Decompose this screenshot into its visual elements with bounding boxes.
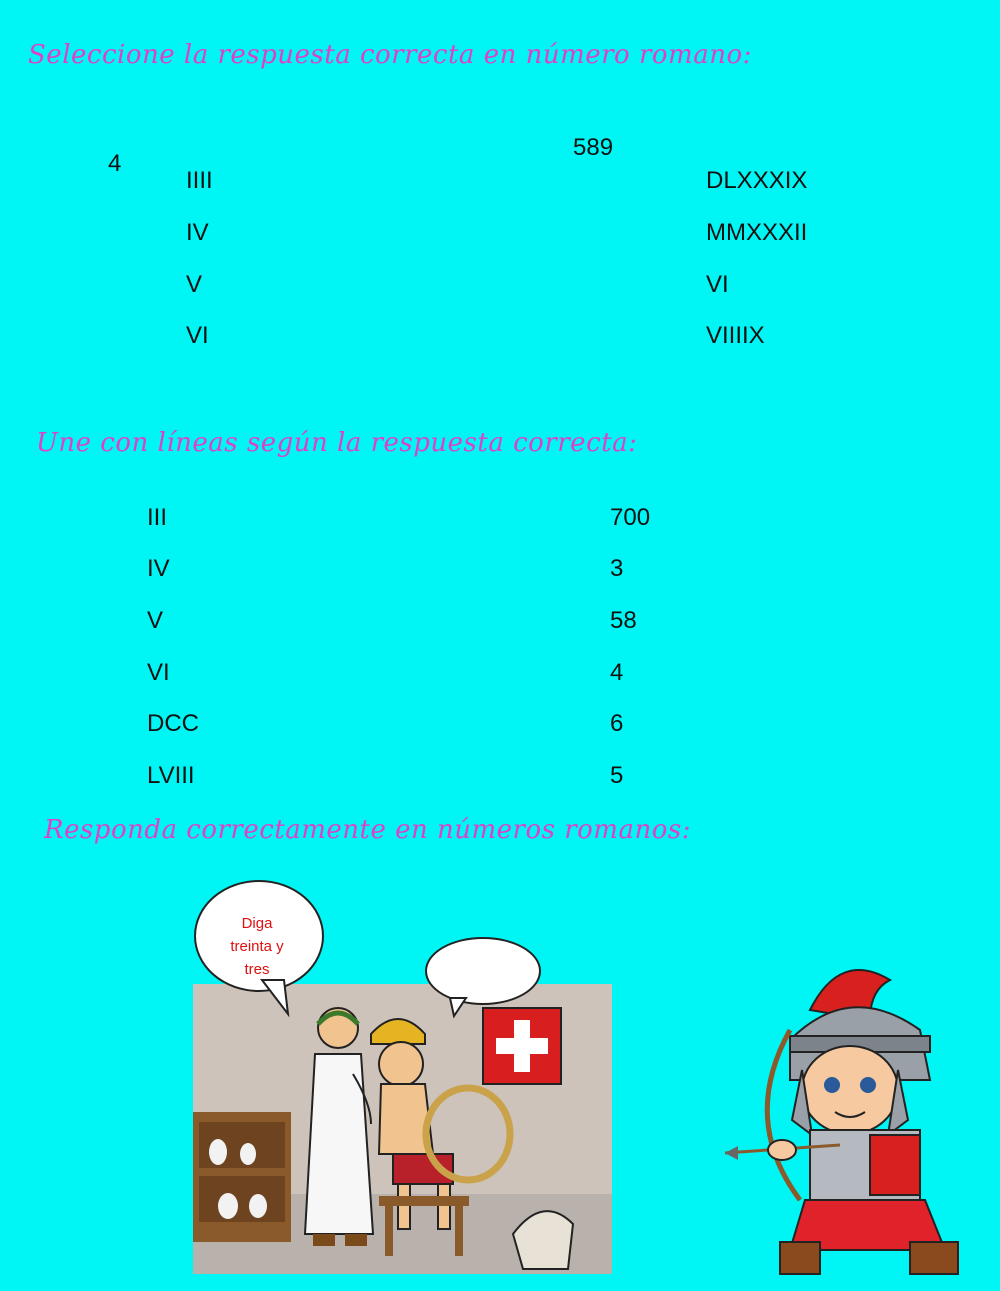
question1-option[interactable]: VI <box>186 322 209 349</box>
doctor-speech-line: treinta y <box>230 938 284 955</box>
match-right-item[interactable]: 4 <box>610 659 624 686</box>
roman-archer-soldier <box>720 950 980 1285</box>
question1-option[interactable]: V <box>186 271 203 298</box>
match-left-item[interactable]: LVIII <box>147 762 195 789</box>
question2-option[interactable]: VIIIIX <box>706 322 765 349</box>
section2-heading: Une con líneas según la respuesta correcta: <box>36 428 638 458</box>
patient-speech-tail <box>448 996 478 1020</box>
question2-option[interactable]: DLXXXIX <box>706 167 808 194</box>
match-right-item[interactable]: 3 <box>610 555 624 582</box>
match-right-item[interactable]: 6 <box>610 710 624 737</box>
question1-number: 4 <box>108 150 122 177</box>
match-left-item[interactable]: III <box>147 504 168 531</box>
doctor-speech-line: tres <box>244 961 270 978</box>
match-right-item[interactable]: 5 <box>610 762 624 789</box>
match-left-item[interactable]: IV <box>147 555 170 582</box>
section3-heading: Responda correctamente en números romanos: <box>44 815 691 845</box>
match-left-item[interactable]: V <box>147 607 164 634</box>
section1-heading: Seleccione la respuesta correcta en número romano: <box>28 40 752 70</box>
question2-option[interactable]: VI <box>706 271 729 298</box>
first-aid-cross-icon <box>483 1008 561 1084</box>
doctor-scene-drawing <box>193 984 612 1274</box>
question1-option[interactable]: IIII <box>186 167 213 194</box>
question2-number: 589 <box>573 134 614 161</box>
question2-option[interactable]: MMXXXII <box>706 219 808 246</box>
archer-drawing <box>720 950 980 1285</box>
match-right-item[interactable]: 58 <box>610 607 637 634</box>
doctor-speech-tail <box>258 978 298 1018</box>
doctor-speech-text <box>207 912 307 981</box>
roman-doctor-scene <box>193 984 612 1274</box>
match-right-item[interactable]: 700 <box>610 504 651 531</box>
doctor-speech-line: Diga <box>241 915 273 932</box>
match-left-item[interactable]: DCC <box>147 710 199 737</box>
patient-speech-bubble[interactable] <box>425 937 541 1005</box>
question1-option[interactable]: IV <box>186 219 209 246</box>
match-left-item[interactable]: VI <box>147 659 170 686</box>
